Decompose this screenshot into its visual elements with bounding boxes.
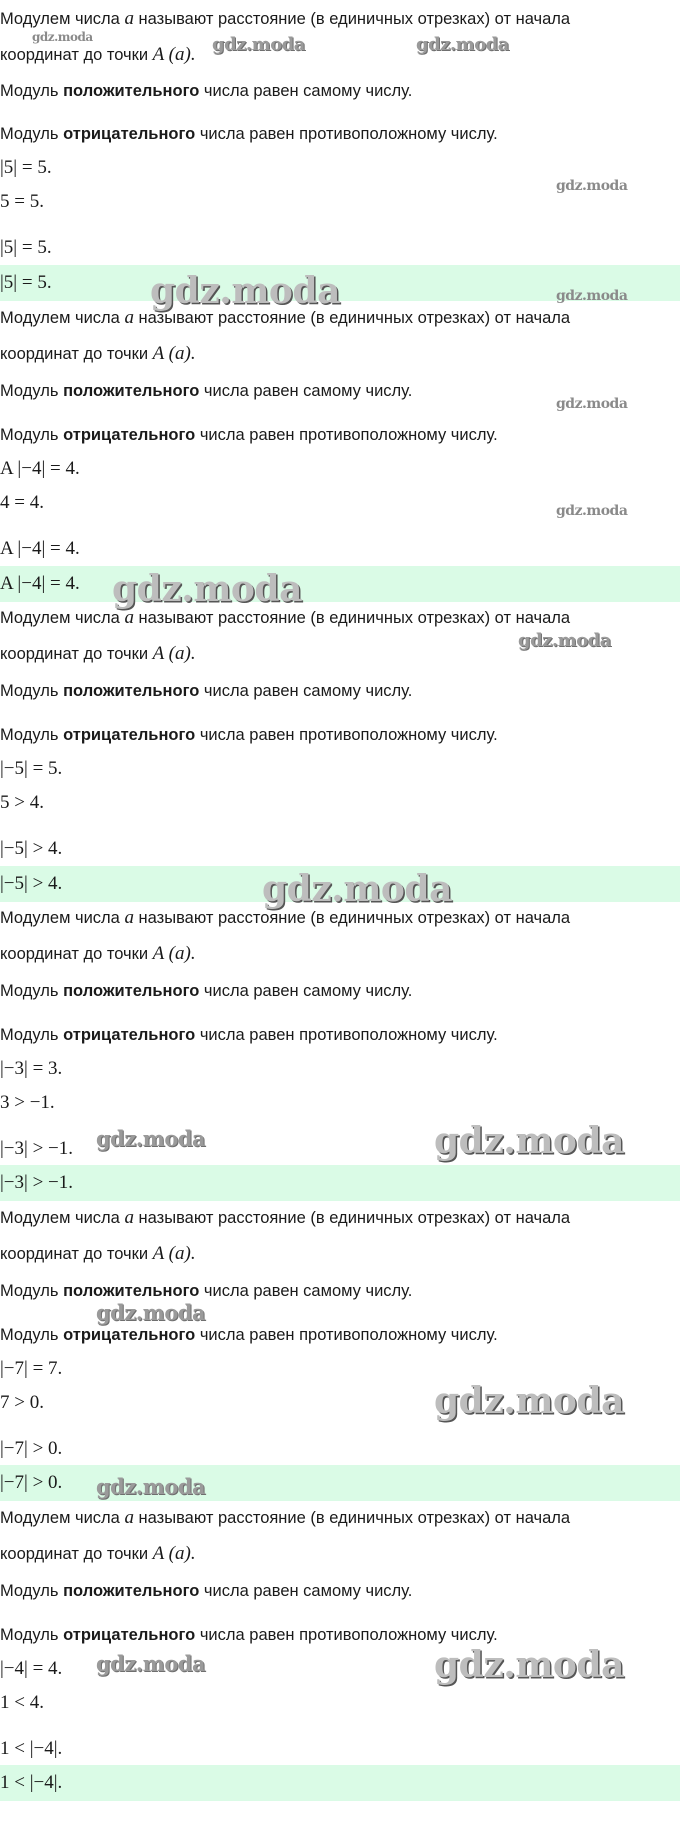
equation: |−5| > 4. [0, 838, 63, 859]
rule-positive: Модуль положительного числа равен самому числу. [0, 682, 413, 700]
definition-line: координат до точки A (a). [0, 1543, 196, 1564]
answer: |5| = 5. [0, 272, 52, 293]
watermark: gdz.moda [518, 630, 611, 651]
equation: |−7| > 0. [0, 1438, 63, 1459]
answer: 1 < |−4|. [0, 1772, 63, 1793]
rule-negative: Модуль отрицательного числа равен противоположному числу. [0, 726, 498, 744]
watermark: gdz.moda [556, 396, 628, 412]
rule-positive: Модуль положительного числа равен самому числу. [0, 982, 413, 1000]
watermark: gdz.moda [262, 868, 452, 910]
definition-line: координат до точки A (a). [0, 44, 196, 65]
watermark: gdz.moda [416, 34, 509, 55]
definition-line: Модулем числа a называют расстояние (в единичных отрезках) от начала [0, 907, 571, 928]
rule-positive: Модуль положительного числа равен самому числу. [0, 382, 413, 400]
watermark: gdz.moda [212, 34, 305, 55]
definition-line: Модулем числа a называют расстояние (в единичных отрезках) от начала [0, 8, 571, 29]
rule-negative: Модуль отрицательного числа равен противоположному числу. [0, 1326, 498, 1344]
equation: |5| = 5. [0, 157, 52, 178]
definition-line: координат до точки A (a). [0, 1243, 196, 1264]
watermark: gdz.moda [96, 1651, 206, 1676]
equation: |−3| > −1. [0, 1138, 74, 1159]
definition-line: координат до точки A (a). [0, 343, 196, 364]
rule-negative: Модуль отрицательного числа равен противоположному числу. [0, 426, 498, 444]
rule-positive: Модуль положительного числа равен самому числу. [0, 82, 413, 100]
watermark: gdz.moda [150, 270, 340, 312]
watermark: gdz.moda [96, 1300, 206, 1325]
watermark: gdz.moda [556, 288, 628, 304]
equation: |−5| = 5. [0, 758, 63, 779]
rule-negative: Модуль отрицательного числа равен противоположному числу. [0, 125, 498, 143]
answer: |−5| > 4. [0, 873, 63, 894]
definition-line: координат до точки A (a). [0, 643, 196, 664]
watermark: gdz.moda [96, 1474, 206, 1499]
equation: A |−4| = 4. [0, 458, 80, 479]
watermark: gdz.moda [556, 503, 628, 519]
definition-line: Модулем числа a называют расстояние (в единичных отрезках) от начала [0, 1207, 571, 1228]
equation: 3 > −1. [0, 1092, 55, 1113]
watermark: gdz.moda [32, 30, 93, 44]
equation: |−3| = 3. [0, 1058, 63, 1079]
answer: A |−4| = 4. [0, 573, 80, 594]
rule-positive: Модуль положительного числа равен самому числу. [0, 1582, 413, 1600]
equation: |−7| = 7. [0, 1358, 63, 1379]
equation: 5 > 4. [0, 792, 44, 813]
watermark: gdz.moda [434, 1380, 624, 1422]
definition-line: Модулем числа a называют расстояние (в единичных отрезках) от начала [0, 307, 571, 328]
definition-line: координат до точки A (a). [0, 943, 196, 964]
equation: |−4| = 4. [0, 1658, 63, 1679]
watermark: gdz.moda [556, 178, 628, 194]
watermark: gdz.moda [96, 1126, 206, 1151]
watermark: gdz.moda [112, 568, 302, 610]
equation: 1 < 4. [0, 1692, 44, 1713]
definition-line: Модулем числа a называют расстояние (в единичных отрезках) от начала [0, 1507, 571, 1528]
definition-line: Модулем числа a называют расстояние (в единичных отрезках) от начала [0, 607, 571, 628]
equation: A |−4| = 4. [0, 538, 80, 559]
equation: 7 > 0. [0, 1392, 44, 1413]
rule-positive: Модуль положительного числа равен самому числу. [0, 1282, 413, 1300]
equation: 5 = 5. [0, 191, 44, 212]
equation: |5| = 5. [0, 237, 52, 258]
watermark: gdz.moda [434, 1644, 624, 1686]
answer: |−7| > 0. [0, 1472, 63, 1493]
equation: 1 < |−4|. [0, 1738, 63, 1759]
watermark: gdz.moda [434, 1120, 624, 1162]
equation: 4 = 4. [0, 492, 44, 513]
rule-negative: Модуль отрицательного числа равен противоположному числу. [0, 1626, 498, 1644]
answer: |−3| > −1. [0, 1172, 74, 1193]
rule-negative: Модуль отрицательного числа равен противоположному числу. [0, 1026, 498, 1044]
